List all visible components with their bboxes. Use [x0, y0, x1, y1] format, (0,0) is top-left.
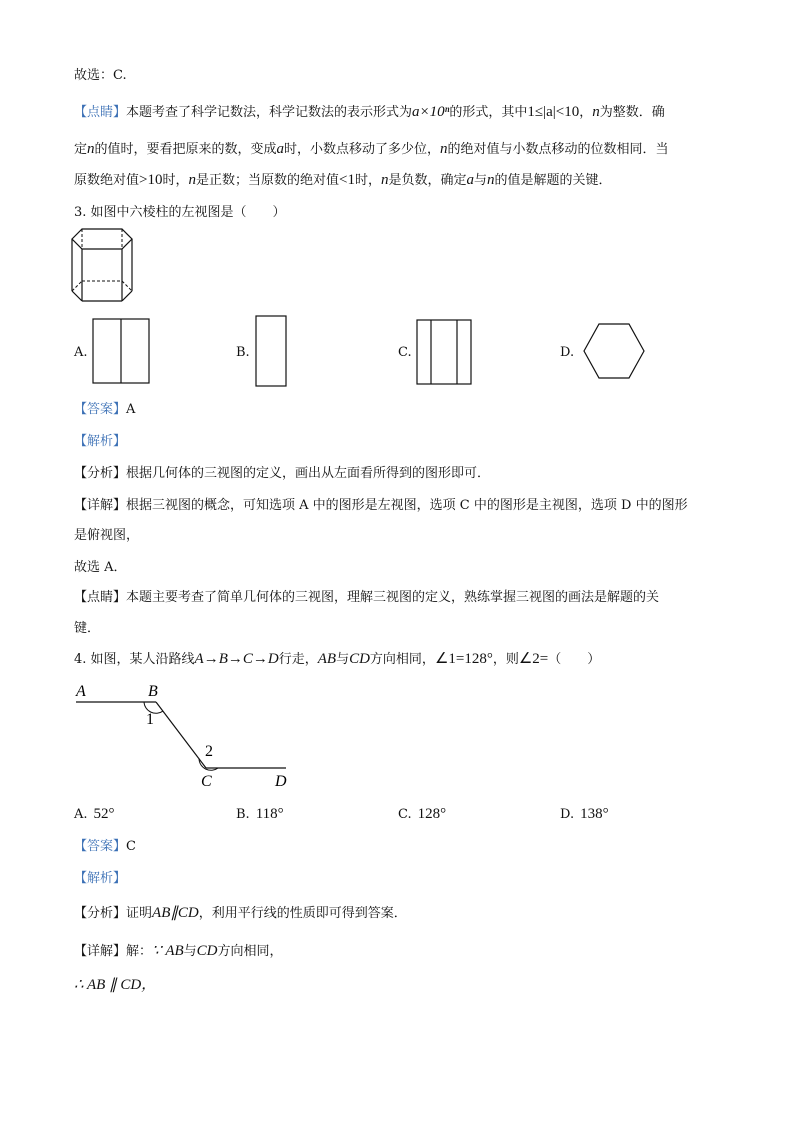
text: 与	[474, 173, 488, 188]
math-route: A→B→C→D	[194, 651, 279, 667]
option-value: 138°	[580, 806, 609, 822]
q4-option-a	[74, 806, 115, 823]
fenxi-4	[74, 905, 407, 922]
text: 行走，	[278, 652, 318, 667]
label-d: D	[275, 773, 287, 790]
fenxi-3	[74, 466, 490, 482]
detail-text: 根据三视图的概念，可知选项 A 中的图形是左视图，选项 C 中的图形是主视图，选项 D 中的图形	[126, 498, 688, 513]
text: 方向相同，	[217, 944, 283, 959]
option-a-label: A.	[74, 345, 88, 360]
option-label: B.	[236, 807, 250, 822]
math-gt10: >10	[139, 172, 163, 188]
math-cd: CD	[196, 943, 218, 959]
choice-3	[74, 560, 127, 576]
option-d-figure	[582, 322, 646, 380]
answer-tag: 【答案】	[74, 402, 127, 417]
text: （ ）	[548, 652, 601, 667]
detail-text: 是俯视图，	[74, 528, 140, 543]
text: 时，	[354, 173, 381, 188]
text: 的值是解题的关键．	[494, 173, 612, 188]
detail-3-line-1	[74, 498, 688, 514]
comment-line-1	[74, 104, 665, 121]
q4-option-d	[560, 806, 609, 823]
text: ，利用平行线的性质即可得到答案．	[198, 906, 407, 921]
fenxi-text: 根据几何体的三视图的定义，画出从左面看所得到的图形即可．	[126, 466, 491, 481]
detail-tag: 【详解】	[74, 498, 127, 513]
answer-value: A	[126, 402, 136, 417]
text: 定	[74, 142, 88, 157]
text: 的值时，要看把原来的数，变成	[94, 142, 277, 157]
question-4	[74, 651, 600, 668]
comment-text: 键．	[74, 621, 101, 636]
analysis-3	[74, 434, 126, 450]
math-ab: AB	[317, 651, 337, 667]
text: 是正数；当原数的绝对值	[196, 173, 340, 188]
option-value: 52°	[93, 806, 115, 822]
text: 本题考查了科学记数法，科学记数法的表示形式为	[126, 105, 413, 120]
text: 时，小数点移动了多少位，	[284, 142, 441, 157]
math-lt1: <1	[339, 172, 355, 188]
math-n: n	[592, 104, 600, 120]
answer-value: C	[126, 839, 136, 854]
math-angle1: ∠1=128°	[434, 651, 493, 667]
math-a: a	[466, 172, 475, 188]
math-sci-notation: a×10ⁿ	[412, 104, 450, 120]
detail-4	[74, 943, 283, 960]
text: 与	[336, 652, 350, 667]
option-value: 118°	[255, 806, 284, 822]
math-n: n	[188, 172, 196, 188]
option-c-label: C.	[398, 345, 412, 360]
math-cd: CD	[349, 651, 370, 667]
text: 与	[183, 944, 197, 959]
conclusion-text: ∴ AB ∥ CD，	[74, 977, 157, 993]
math-a: a	[276, 141, 285, 157]
detail-3-line-2	[74, 528, 139, 544]
detail-tag: 【详解】	[74, 944, 127, 959]
option-label: D.	[560, 807, 575, 822]
analysis-4	[74, 871, 126, 887]
option-d-label: D.	[560, 345, 575, 360]
analysis-tag: 【解析】	[74, 871, 127, 886]
choice-text: 故选：C.	[74, 68, 127, 83]
math-n: n	[87, 141, 95, 157]
conclusion-4	[74, 977, 156, 994]
comment-3-line-2	[74, 621, 100, 637]
q4-option-c	[398, 806, 446, 823]
route-figure	[70, 682, 300, 792]
hexagonal-prism-figure	[68, 225, 138, 307]
math-range: 1≤|a|<10	[527, 104, 580, 120]
q4-option-b	[236, 806, 284, 823]
text: 时，	[162, 173, 189, 188]
text: 是负数，确定	[388, 173, 467, 188]
text: 的绝对值与小数点移动的位数相同．当	[447, 142, 669, 157]
label-c: C	[201, 773, 212, 790]
math-n: n	[440, 141, 448, 157]
text: 原数绝对值	[74, 173, 140, 188]
math-ab-parallel-cd: AB∥CD	[152, 905, 199, 921]
text: ，则	[492, 652, 519, 667]
math-n: n	[381, 172, 389, 188]
text: 证明	[126, 906, 153, 921]
answer-tag: 【答案】	[74, 839, 127, 854]
comment-tag: 【点睛】	[74, 590, 127, 605]
text: 的形式，其中	[449, 105, 528, 120]
question-3	[74, 205, 286, 221]
answer-3	[74, 402, 135, 418]
text: 为整数．确	[599, 105, 665, 120]
comment-line-3	[74, 172, 612, 189]
comment-line-2	[74, 141, 669, 158]
math-because-ab: ∵ AB	[152, 943, 184, 959]
comment-text: 本题主要考查了简单几何体的三视图，理解三视图的定义，熟练掌握三视图的画法是解题的关	[126, 590, 660, 605]
comment-3-line-1	[74, 590, 659, 606]
option-value: 128°	[417, 806, 447, 822]
option-label: A.	[74, 807, 88, 822]
text: 方向相同，	[369, 652, 435, 667]
option-b-figure	[255, 315, 287, 387]
fenxi-tag: 【分析】	[74, 906, 127, 921]
text: 解：	[126, 944, 153, 959]
question-3-text: 3. 如图中六棱柱的左视图是（ ）	[74, 205, 286, 220]
option-label: C.	[398, 807, 412, 822]
math-angle2: ∠2=	[518, 651, 549, 667]
fenxi-tag: 【分析】	[74, 466, 127, 481]
analysis-tag: 【解析】	[74, 434, 127, 449]
comment-tag: 【点睛】	[74, 105, 127, 120]
text: 4. 如图，某人沿路线	[74, 652, 195, 667]
choice-text: 故选 A．	[74, 560, 127, 575]
label-angle-2: 2	[205, 743, 213, 760]
label-b: B	[148, 683, 158, 700]
option-a-figure	[92, 318, 150, 384]
answer-4	[74, 839, 136, 855]
math-n: n	[487, 172, 495, 188]
choice-line	[74, 68, 127, 84]
text: ，	[579, 105, 593, 120]
option-b-label: B.	[236, 345, 250, 360]
option-c-figure	[416, 319, 472, 385]
label-angle-1: 1	[146, 711, 154, 728]
label-a: A	[76, 683, 86, 700]
